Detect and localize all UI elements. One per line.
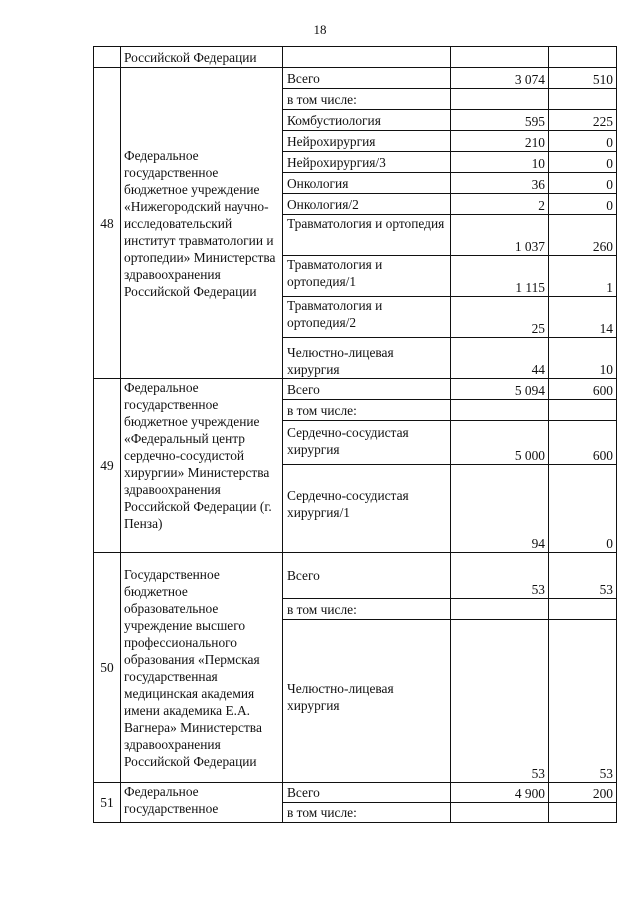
value-high-tech: 1 <box>549 256 617 297</box>
value-high-tech: 14 <box>549 297 617 338</box>
value-high-tech: 225 <box>549 110 617 131</box>
spec-name: Травматология и ортопедия/2 <box>283 297 451 338</box>
spec-name: Всего <box>283 783 451 803</box>
value-total: 53 <box>451 553 549 599</box>
value-total: 2 <box>451 194 549 215</box>
org-cell: Российской Федерации <box>121 47 283 68</box>
spec-name: Онкология <box>283 173 451 194</box>
value-cell <box>549 47 617 68</box>
table-row <box>94 47 617 68</box>
value-total: 595 <box>451 110 549 131</box>
org-name: Федеральное государственное бюджетное учреждение «Нижегородский научно-исследовательский институт травматологии и ортопедии» Министерства здравоохранения Российской Федерации <box>121 68 283 379</box>
spec-name: Травматология и ортопедия <box>283 215 451 256</box>
spec-name: Онкология/2 <box>283 194 451 215</box>
quota-table <box>93 46 617 823</box>
value-total: 4 900 <box>451 783 549 803</box>
value-total: 3 074 <box>451 68 549 89</box>
spec-name: в том числе: <box>283 599 451 620</box>
table-row <box>94 553 617 599</box>
value-total: 53 <box>451 620 549 783</box>
value-total: 210 <box>451 131 549 152</box>
org-name: Государственное бюджетное образовательное учреждение высшего профессионального образования «Пермская государственная медицинская академия имени академика Е.А. Вагнера» Министерства здравоохранения Российской Федерации <box>121 553 283 783</box>
value-high-tech: 200 <box>549 783 617 803</box>
page-number: 18 <box>313 22 327 37</box>
value-high-tech: 53 <box>549 620 617 783</box>
value-total: 5 094 <box>451 379 549 400</box>
value-high-tech: 0 <box>549 173 617 194</box>
value-high-tech: 10 <box>549 338 617 379</box>
value-high-tech: 0 <box>549 131 617 152</box>
spec-name: Комбустиология <box>283 110 451 131</box>
spec-name: Нейрохирургия/3 <box>283 152 451 173</box>
spec-name: Челюстно-лицевая хирургия <box>283 338 451 379</box>
value-total: 25 <box>451 297 549 338</box>
spec-name: Челюстно-лицевая хирургия <box>283 620 451 783</box>
entry-number: 50 <box>94 553 121 783</box>
value-high-tech: 0 <box>549 465 617 553</box>
spec-name: Сердечно-сосудистая хирургия/1 <box>283 465 451 553</box>
entry-number: 48 <box>94 68 121 379</box>
value-high-tech <box>549 400 617 421</box>
spec-name: Всего <box>283 553 451 599</box>
table-row <box>94 783 617 803</box>
entry-number: 49 <box>94 379 121 553</box>
spec-cell <box>283 47 451 68</box>
value-total: 94 <box>451 465 549 553</box>
spec-name: в том числе: <box>283 803 451 823</box>
value-cell <box>451 47 549 68</box>
spec-name: в том числе: <box>283 400 451 421</box>
value-high-tech: 600 <box>549 421 617 465</box>
spec-name: Всего <box>283 68 451 89</box>
value-total: 44 <box>451 338 549 379</box>
value-high-tech: 0 <box>549 194 617 215</box>
value-high-tech: 260 <box>549 215 617 256</box>
table-row <box>94 68 617 89</box>
table-row <box>94 379 617 400</box>
num-cell <box>94 47 121 68</box>
value-total <box>451 89 549 110</box>
org-name: Федеральное государственное бюджетное учреждение «Федеральный центр сердечно-сосудистой хирургии» Министерства здравоохранения Российской Федерации (г. Пенза) <box>121 379 283 553</box>
value-total <box>451 803 549 823</box>
value-high-tech <box>549 89 617 110</box>
spec-name: Травматология и ортопедия/1 <box>283 256 451 297</box>
entry-number: 51 <box>94 783 121 823</box>
spec-name: в том числе: <box>283 89 451 110</box>
value-total <box>451 599 549 620</box>
value-high-tech <box>549 803 617 823</box>
value-total <box>451 400 549 421</box>
value-total: 10 <box>451 152 549 173</box>
value-total: 36 <box>451 173 549 194</box>
value-high-tech: 0 <box>549 152 617 173</box>
spec-name: Сердечно-сосудистая хирургия <box>283 421 451 465</box>
value-total: 1 037 <box>451 215 549 256</box>
value-total: 5 000 <box>451 421 549 465</box>
value-high-tech: 53 <box>549 553 617 599</box>
value-high-tech: 600 <box>549 379 617 400</box>
value-high-tech: 510 <box>549 68 617 89</box>
org-name: Федеральное государственное <box>121 783 283 823</box>
spec-name: Нейрохирургия <box>283 131 451 152</box>
spec-name: Всего <box>283 379 451 400</box>
value-high-tech <box>549 599 617 620</box>
value-total: 1 115 <box>451 256 549 297</box>
